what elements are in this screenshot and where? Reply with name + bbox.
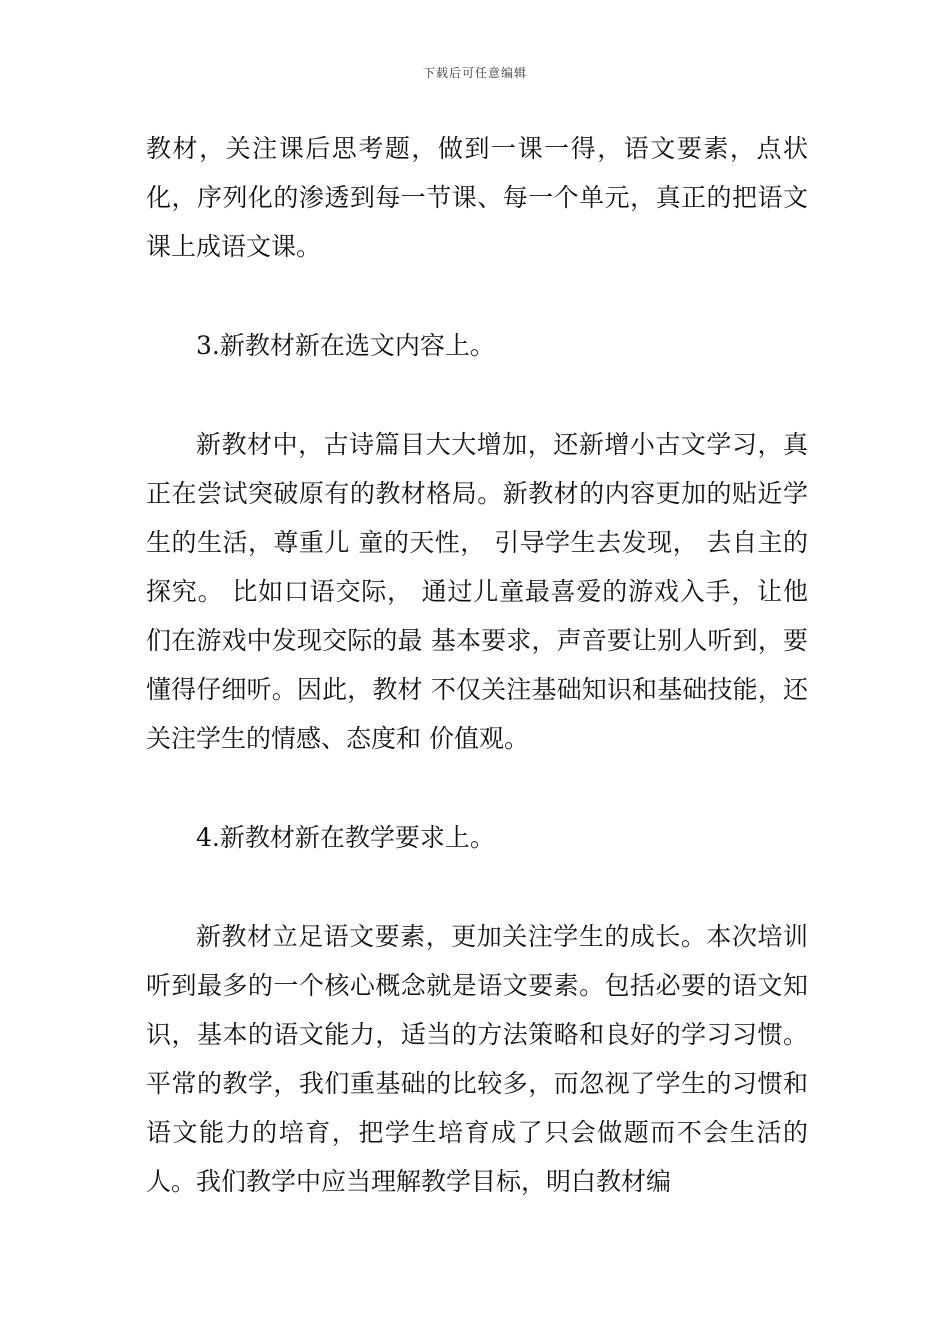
section-heading-4: 4.新教材新在教学要求上。 (196, 823, 495, 852)
page-header: 下载后可任意编辑 (422, 66, 527, 80)
section-heading-3: 3.新教材新在选文内容上。 (196, 331, 495, 360)
paragraph-continuation: 教材，关注课后思考题，做到一课一得，语文要素，点状化，序列化的渗透到每一节课、每一个单元，真正的把语文课上成语文课。 (146, 134, 808, 261)
paragraph-selection-content: 新教材中，古诗篇目大大增加，还新增小古文学习，真正在尝试突破原有的教材格局。新教材的内容更加的贴近学生的生活，尊重儿 童的天性， 引导学生去发现， 去自主的探究。 比如口语交际， 通过儿童最喜爱的游戏入手，让他们在游戏中发现交际的最 基本要求，声音要让别人听到，要懂得仔细听。因此，教材 不仅关注基础知识和基础技能，还关注学生的情感、态度和 价值观。 (146, 430, 808, 753)
document-body (146, 124, 808, 1206)
paragraph-teaching-requirements: 新教材立足语文要素，更加关注学生的成长。本次培训听到最多的一个核心概念就是语文要素。包括必要的语文知识，基本的语文能力，适当的方法策略和良好的学习习惯。平常的教学，我们重基础的比较多，而忽视了学生的习惯和语文能力的培育，把学生培育成了只会做题而不会生活的人。我们教学中应当理解教学目标，明白教材编 (146, 922, 808, 1196)
